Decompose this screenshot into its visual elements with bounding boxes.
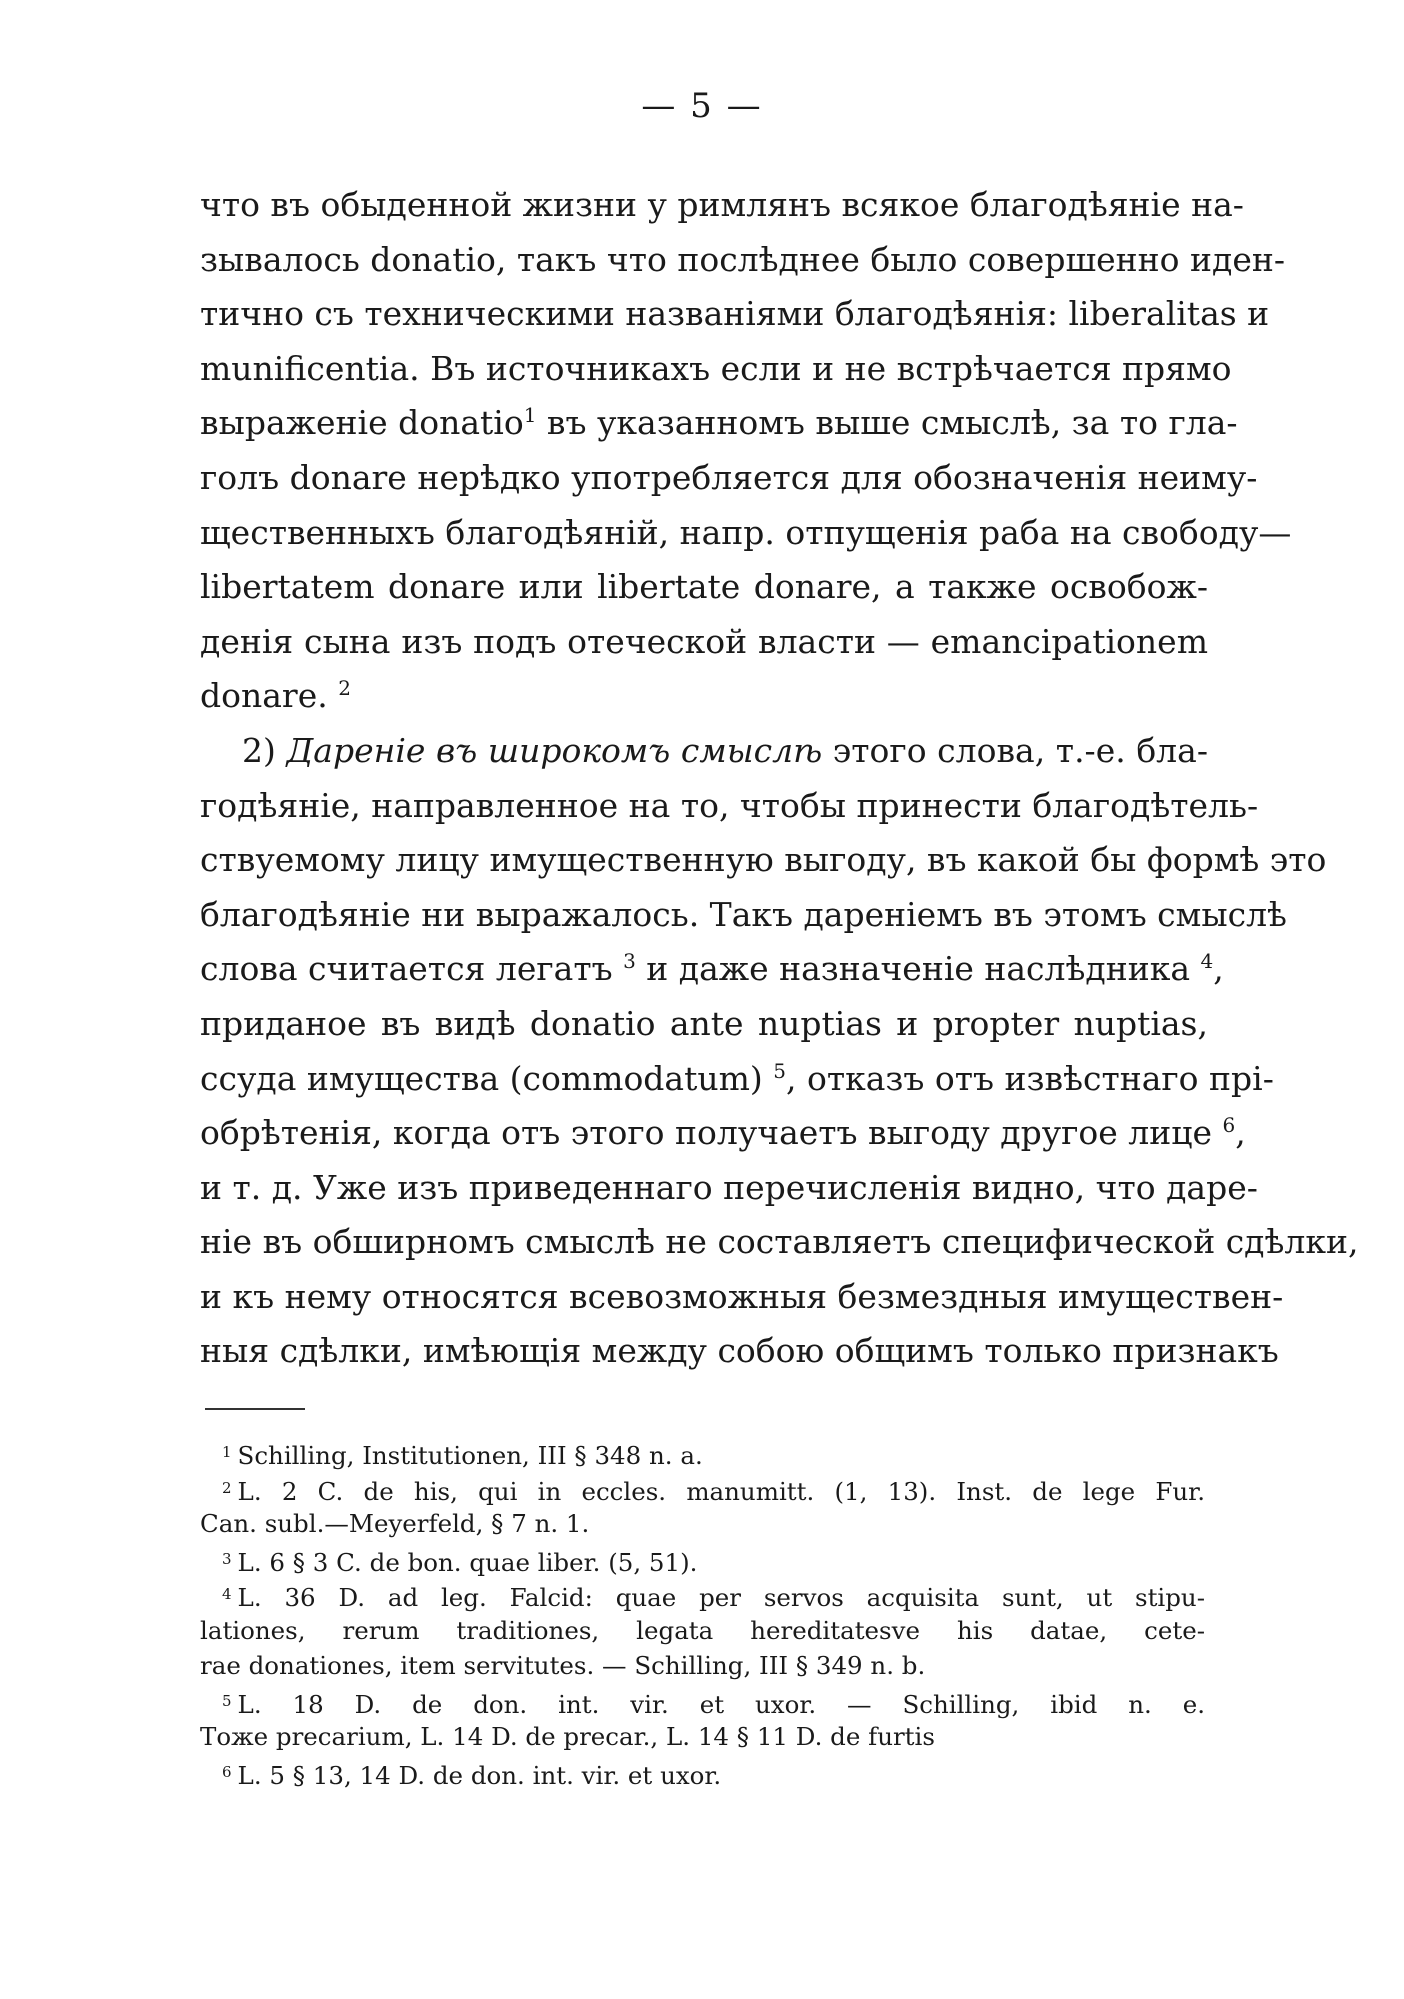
footnote-line: $^1$ Schilling, Institutionen, III § 348 n. a.	[222, 1441, 703, 1470]
text-line: щественныхъ благодѣяній, напр. отпущенія раба на свободу—	[200, 512, 1292, 552]
footnote-line: $^3$ L. 6 § 3 C. de bon. quae liber. (5, 51).	[222, 1547, 698, 1577]
text-line: donare. $^2$	[200, 676, 351, 716]
footnote-line: Can. subl.—Meyerfeld, § 7 n. 1.	[200, 1509, 590, 1538]
text-line: и къ нему относятся всевозможныя безмездныя имуществен-	[200, 1276, 1284, 1316]
footnote-line: Тоже precarium, L. 14 D. de precar., L. 14 § 11 D. de furtis	[200, 1722, 935, 1751]
text-line: голъ donare нерѣдко употребляется для обозначенія неиму-	[200, 457, 1258, 497]
text-line: libertatem donare или libertate donare, а также освобож-	[200, 567, 1208, 607]
footnote-divider	[205, 1408, 305, 1410]
page-number: — 5 —	[641, 86, 763, 126]
text-line: зывалось donatio, такъ что послѣднее было совершенно иден-	[200, 239, 1285, 279]
footnote-mark: 6	[222, 1762, 232, 1781]
text-line: ніе въ обширномъ смыслѣ не составляетъ специфической сдѣлки,	[200, 1222, 1359, 1262]
text-line: выраженіе donatio$^1$ въ указанномъ выше смыслѣ, за то гла-	[200, 403, 1238, 443]
body-text	[200, 178, 1359, 1379]
footnote-mark: 2	[222, 1478, 232, 1497]
text-line: благодѣяніе ни выражалось. Такъ дареніемъ въ этомъ смыслѣ	[200, 894, 1287, 934]
footnote-ref: 6	[1222, 1113, 1236, 1138]
text-line: приданое въ видѣ donatio ante nuptias и propter nuptias,	[200, 1003, 1208, 1043]
footnote-mark: 3	[222, 1549, 232, 1568]
text-line: ссуда имущества (commodatum) $^5$, отказъ отъ извѣстнаго прі-	[200, 1058, 1274, 1098]
footnote-line: $^4$ L. 36 D. ad leg. Falcid: quae per servos acquisita sunt, ut stipu-	[222, 1583, 1205, 1612]
footnote-ref: 4	[1200, 949, 1214, 974]
footnote-line: $^5$ L. 18 D. de don. int. vir. et uxor. — Schilling, ibid n. e.	[222, 1689, 1205, 1719]
text-line: тично съ техническими названіями благодѣянія: liberalitas и	[200, 294, 1270, 334]
text-line: слова считается легатъ $^3$ и даже назначеніе наслѣдника $^4$,	[200, 949, 1224, 989]
footnote-line: lationes, rerum traditiones, legata hereditatesve his datae, cete-	[200, 1615, 1205, 1645]
text-line: и т. д. Уже изъ приведеннаго перечисленія видно, что даре-	[200, 1167, 1258, 1207]
text-line: обрѣтенія, когда отъ этого получаетъ выгоду другое лице $^6$,	[200, 1113, 1246, 1153]
footnotes	[200, 1435, 1205, 1790]
footnote-line: $^2$ L. 2 C. de his, qui in eccles. manumitt. (1, 13). Inst. de lege Fur.	[222, 1476, 1205, 1506]
text-line: годѣяніе, направленное на то, чтобы принести благодѣтель-	[200, 785, 1259, 825]
footnote-line: $^6$ L. 5 § 13, 14 D. de don. int. vir. et uxor.	[222, 1760, 722, 1790]
footnote-ref: 2	[338, 676, 351, 701]
text-line: ныя сдѣлки, имѣющія между собою общимъ только признакъ	[200, 1331, 1279, 1371]
text-line: денія сына изъ подъ отеческой власти — emancipationem	[200, 621, 1208, 661]
paragraph-start-line: 2) Дареніе въ широкомъ смыслѣ этого слова, т.-е. бла-	[242, 730, 1208, 770]
footnote-mark: 4	[222, 1585, 232, 1603]
footnote-ref: 5	[773, 1058, 787, 1083]
footnote-ref: 3	[623, 949, 636, 974]
text-line: munificentia. Въ источникахъ если и не встрѣчается прямо	[200, 348, 1232, 388]
footnote-mark: 5	[222, 1691, 232, 1710]
footnote-line: rae donationes, item servitutes. — Schilling, III § 349 n. b.	[200, 1651, 926, 1680]
footnote-ref: 1	[523, 403, 537, 428]
text-line: ствуемому лицу имущественную выгоду, въ какой бы формѣ это	[200, 840, 1327, 880]
text-line: что въ обыденной жизни у римлянъ всякое благодѣяніе на-	[200, 185, 1244, 224]
emphasis-term: Дареніе въ широкомъ смыслѣ	[286, 730, 823, 770]
footnote-mark: 1	[222, 1443, 232, 1461]
